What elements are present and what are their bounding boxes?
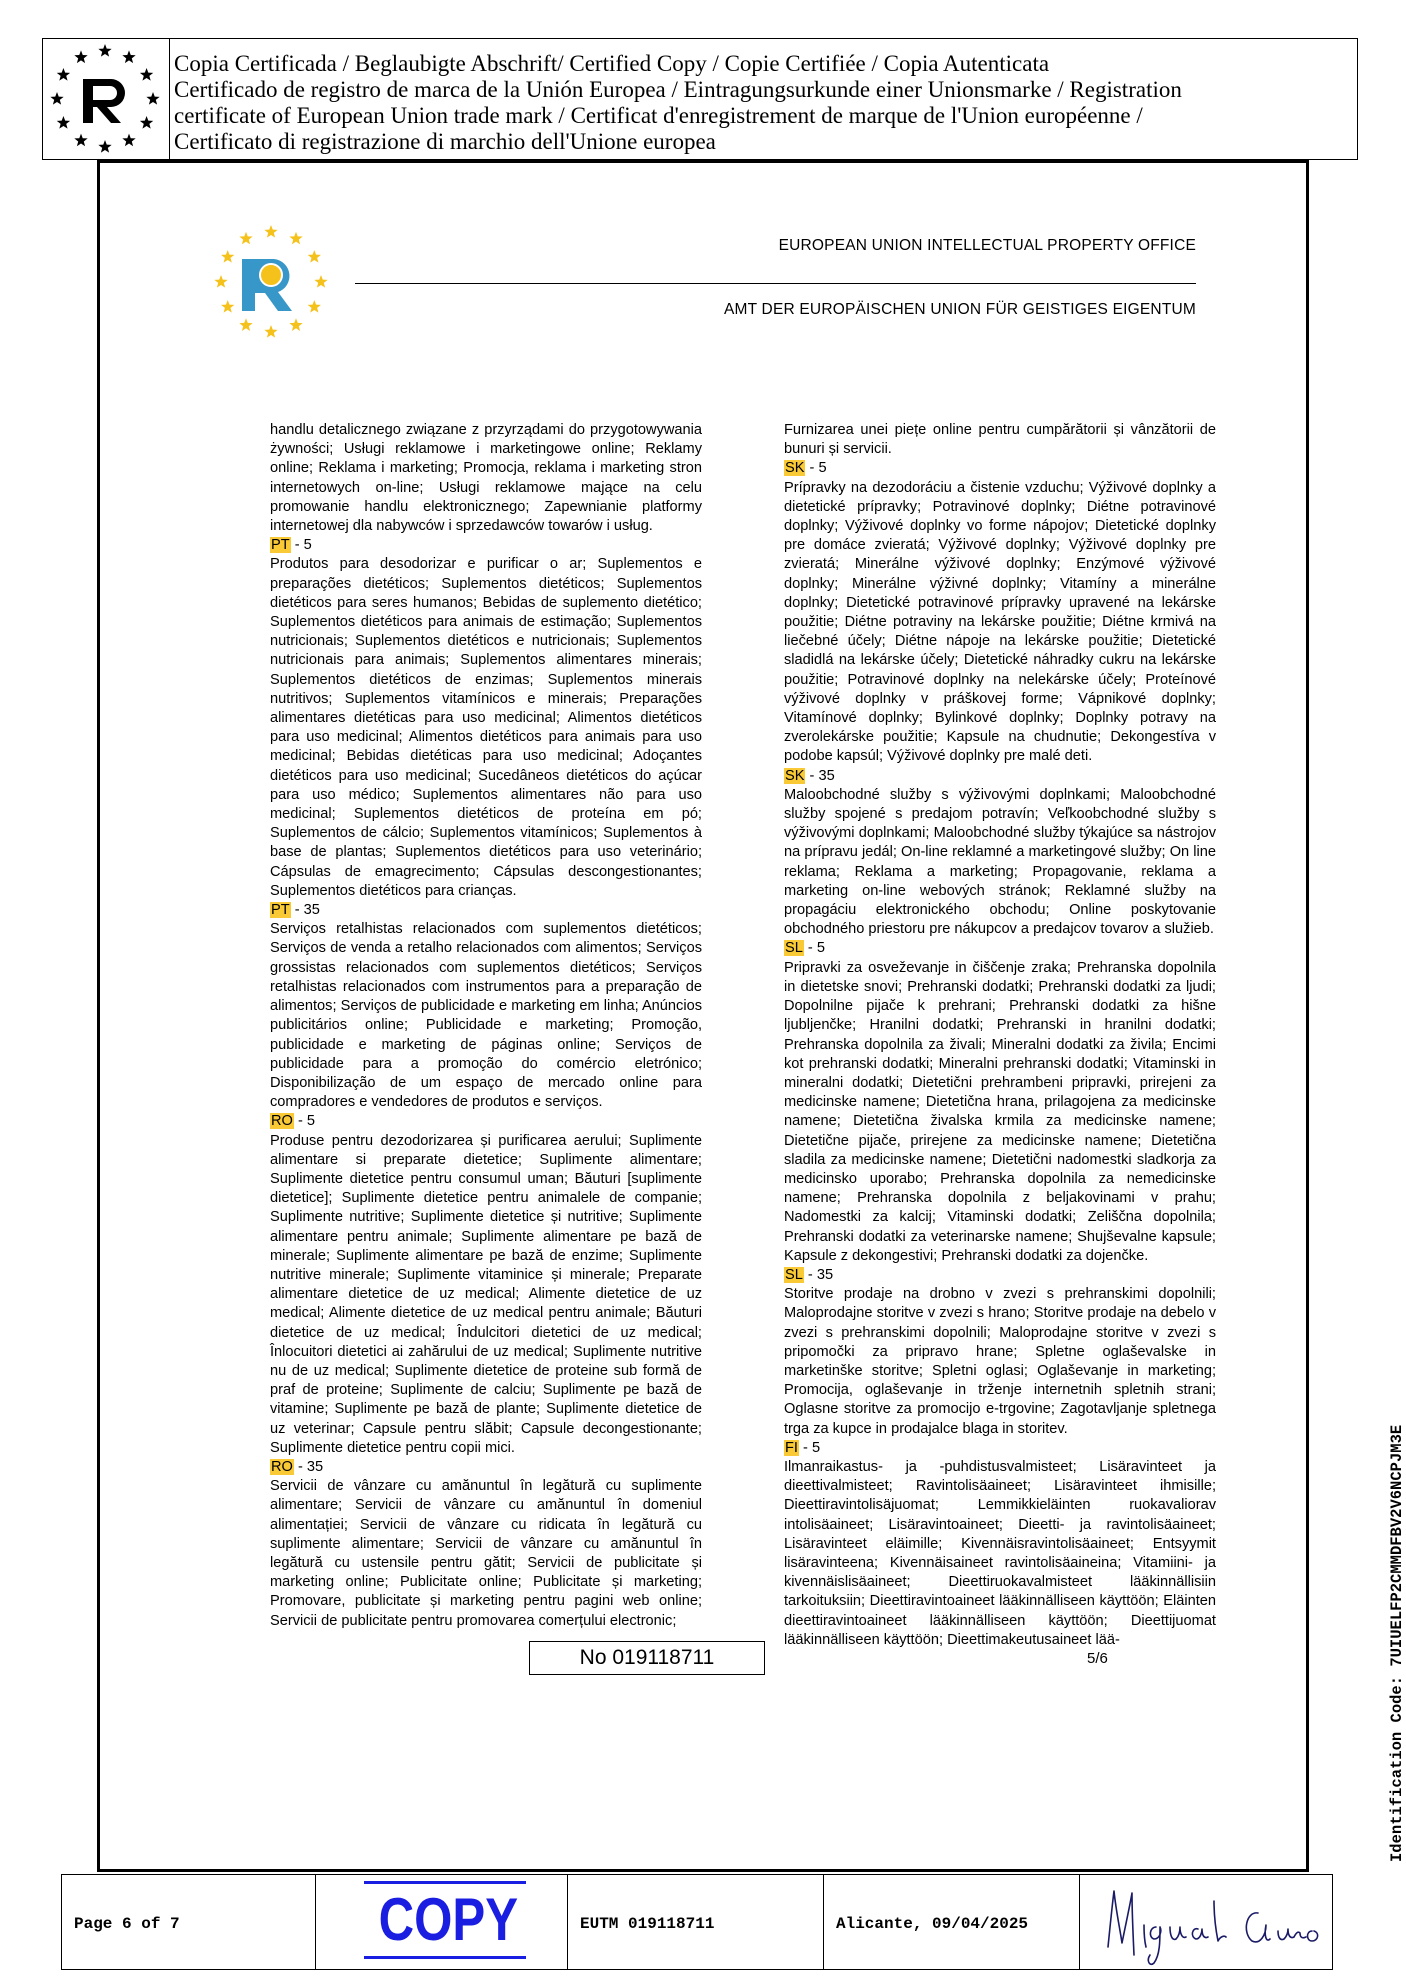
footer-page-number: Page 6 of 7 — [74, 1915, 180, 1933]
language-class-line: PT - 5 — [271, 537, 312, 554]
goods-block — [784, 1439, 1216, 1650]
certificate-page — [97, 160, 1309, 1872]
stamp-top-rule — [364, 1881, 526, 1884]
star-icon — [98, 140, 111, 153]
nice-class: 5 — [816, 940, 825, 957]
star-icon — [264, 225, 277, 238]
footer-date-cell — [824, 1875, 1080, 1969]
language-code: PT — [271, 537, 290, 554]
nice-class: 5 — [818, 460, 827, 477]
star-icon — [140, 116, 153, 129]
nice-class: 35 — [818, 767, 835, 784]
footer-page-cell — [62, 1875, 316, 1969]
language-code: RO — [271, 1458, 293, 1475]
footer-eutm-number: EUTM 019118711 — [580, 1915, 715, 1933]
star-icon — [308, 250, 321, 263]
language-class-line: RO - 35 — [271, 1458, 324, 1475]
footer-signature-cell — [1080, 1875, 1332, 1969]
footer-stamp-cell — [316, 1875, 568, 1969]
star-icon — [74, 134, 87, 147]
star-icon — [239, 318, 252, 331]
goods-text: handlu detalicznego związane z przyrządami do przygotowywania żywności; Usługi reklamowe i marketingowe online; Reklamy online; Reklama i marketing; Promocja, reklama i marketing stron internetowych on-line; Usługi reklamowe mające na celu promowanie handlu elektronicznego; Zapewnianie platformy internetowej dla nabywców i sprzedawców towarów i usług. — [270, 422, 702, 535]
certified-copy-title — [170, 39, 1182, 159]
language-class-line: SK - 5 — [785, 460, 827, 477]
star-icon — [50, 92, 63, 105]
goods-block — [270, 536, 702, 901]
star-icon — [314, 275, 327, 288]
goods-text: Furnizarea unei piețe online pentru cumpărătorii și vânzătorii de bunuri și servicii. — [784, 422, 1216, 458]
goods-block — [270, 901, 702, 1112]
office-name-de: AMT DER EUROPÄISCHEN UNION FÜR GEISTIGES EIGENTUM — [724, 301, 1196, 318]
r-letter-icon — [83, 79, 125, 123]
goods-block — [270, 1112, 702, 1458]
goods-text: Produtos para desodorizar e purificar o ar; Suplementos e preparações dietéticos; Suplementos dietéticos; Suplementos dietéticos para seres humanos; Bebidas de suplemento dietético; Suplementos dietéticos para animais de estimação; Suplementos nutricionais; Suplementos dietéticos e nutricionais; Suplementos nutricionais para animais; Suplementos alimentares minerais; Suplementos dietéticos de enzimas; Suplementos minerais nutritivos; Suplementos vitamínicos e minerais; Preparações alimentares dietéticas para uso medicinal; Alimentos dietéticos para uso medicinal; Alimentos dietéticos para animais para uso medicinal; Bebidas dietéticas para uso medicinal; Adoçantes dietéticos para uso medicinal; Sucedâneos dietéticos do açúcar para uso médico; Suplementos alimentares não para uso medicinal; Suplementos dietéticos de proteína em pó; Suplementos de cálcio; Suplementos vitamínicos; Suplementos à base de plantas; Suplementos dietéticos para uso veterinário; Cápsulas de emagrecimento; Cápsulas descongestionantes; Suplementos dietéticos para crianças. — [270, 556, 702, 899]
language-code: SL — [785, 940, 803, 957]
euipo-sun-icon — [260, 264, 282, 286]
header-line: Copia Certificada / Beglaubigte Abschrift/ Certified Copy / Copie Certifiée / Copia Autenticata — [174, 51, 1050, 76]
certified-copy-header — [42, 38, 1358, 160]
nice-class: 5 — [303, 537, 312, 554]
header-line: Certificato di registrazione di marchio dell'Unione europea — [174, 129, 716, 154]
euipo-logo — [212, 223, 330, 341]
goods-block — [784, 767, 1216, 940]
copy-stamp — [364, 1881, 526, 1959]
nice-class: 5 — [306, 1113, 315, 1130]
star-icon — [140, 68, 153, 81]
goods-text: Serviços retalhistas relacionados com suplementos dietéticos; Serviços de venda a retalho relacionados com alimentos; Serviços grossistas relacionados com suplementos dietéticos; Serviços retalhistas relacionados com instrumentos para a preparação de alimentos; Serviços de publicidade e marketing em linha; Anúncios publicitários online; Publicidade e marketing; Promoção, publicidade e marketing de páginas online; Serviços de publicidade para a promoção do comércio eletrónico; Disponibilização de um espaço de mercado online para compradores e vendedores de produtos e serviços. — [270, 921, 702, 1111]
language-class-line: SL - 5 — [785, 940, 825, 957]
star-icon — [57, 116, 70, 129]
header-line: certificate of European Union trade mark / Certificat d'enregistrement de marque de l'Union européenne / — [174, 103, 1143, 128]
star-icon — [122, 134, 135, 147]
language-class-line: SL - 35 — [785, 1266, 834, 1283]
nice-class: 35 — [303, 902, 320, 919]
star-icon — [122, 50, 135, 63]
left-column — [270, 421, 702, 1650]
goods-block — [784, 421, 1216, 459]
star-icon — [289, 232, 302, 245]
language-class-line: PT - 35 — [271, 902, 320, 919]
language-code: SK — [785, 460, 805, 477]
star-icon — [289, 318, 302, 331]
language-code: PT — [271, 902, 290, 919]
goods-text: Ilmanraikastus- ja -puhdistusvalmisteet; Lisäravinteet ja dieettivalmisteet; Ravintolisäaineet; Lisäravinteet ihmisille; Dieettiravintolisäjuomat; Lemmikkieläinten ruokavaliorav intolisäaineet; Lisäravintoaineet; Dieetti- ja ravintolisäaineet; Lisäravinteet eläimille; Kivennäisravintolisäaineet; Entsyymit lisäravinteena; Kivennäisaineet ravintolisäaineina; Vitamiini- ja kivennäislisäaineet; Dieettiruokavalmisteet lääkinnällisiin tarkoituksiin; Dieettiravintoaineet lääkinnälliseen käyttöön; Eläinten dieettiravintoaineet lääkinnälliseen käyttöön; Dieettijuomat lääkinnälliseen käyttöön; Dieettimakeutusaineet lää- — [784, 1458, 1216, 1648]
header-divider — [355, 283, 1196, 284]
language-code: RO — [271, 1113, 293, 1130]
language-class-line: RO - 5 — [271, 1113, 315, 1130]
goods-block — [784, 459, 1216, 766]
nice-class: 5 — [811, 1439, 821, 1456]
star-icon — [221, 250, 234, 263]
footer-place-date: Alicante, 09/04/2025 — [836, 1915, 1029, 1933]
handwritten-signature — [1086, 1877, 1336, 1969]
star-icon — [239, 232, 252, 245]
office-name-en: EUROPEAN UNION INTELLECTUAL PROPERTY OFFICE — [778, 237, 1196, 254]
goods-text: Prípravky na dezodoráciu a čistenie vzduchu; Výživové doplnky a dietetické prípravky; Potravinové doplnky; Diétne potravinové doplnky; Výživové doplnky vo forme nápojov; Dietetické doplnky pre domáce zvieratá; Výživové doplnky; Výživové doplnky pre zvieratá; Minerálne výživové doplnky; Enzýmové výživové doplnky; Minerálne výživné doplnky; Vitamíny a minerálne doplnky; Dietetické potravinové prípravky upravené na lekárske použitie; Diétne potraviny na lekárske použitie; Diétne krmivá na liečebné účely; Diétne nápoje na lekárske použitie; Dietetické sladidlá na lekárske účely; Dietetické náhradky cukru na lekárske použitie; Potravinové doplnky na nelekárske účely; Proteínové výživové doplnky v práškovej forme; Vápnikové doplnky; Vitamínové doplnky; Bylinkové doplnky; Doplnky potravy na zverolekárske použitie; Kapsule na chudnutie; Dekongestíva v podobe kapsúl; Výživové doplnky pre malé deti. — [784, 479, 1216, 765]
registration-number: No 019118711 — [529, 1641, 765, 1675]
star-icon — [74, 50, 87, 63]
footer-eutm-cell — [568, 1875, 824, 1969]
goods-text: Produse pentru dezodorizarea și purificarea aerului; Suplimente alimentare si preparate dietetice; Suplimente alimentare; Suplimente dietetice pentru consumul uman; Băuturi [suplimente dietetice]; Suplimente dietetice pentru animalele de companie; Suplimente nutritive; Suplimente dietetice și nutritive; Suplimente alimentare pentru animale; Suplimente alimentare pe bază de minerale; Suplimente alimentare pe bază de enzime; Suplimente nutritive minerale; Suplimente vitaminice și minerale; Preparate alimentare dietetice de uz medical; Alimente dietetice de uz medical; Alimente dietetice de uz medical pentru animale; Băuturi dietetice de uz medical; Îndulcitori dietetici de uz medical; Înlocuitori dietetici ai zahărului de uz medical; Suplimente nutritive nu de uz medical; Suplimente dietetice de proteine sub formă de praf de proteine; Suplimente de calciu; Suplimente pe bază de vitamine; Suplimente pe bază de plante; Suplimente dietetice de uz veterinar; Capsule pentru slăbit; Capsule decongestionante; Suplimente dietetice pentru copii mici. — [270, 1132, 702, 1456]
star-icon — [98, 44, 111, 57]
star-icon — [57, 68, 70, 81]
star-icon — [214, 275, 227, 288]
stamp-bottom-rule — [364, 1956, 526, 1959]
goods-text: Storitve prodaje na drobno v zvezi s prehranskimi dopolnili; Maloprodajne storitve v zvezi s hrano; Storitve prodaje na debelo v zvezi s prehranskimi dopolnili; Maloprodajne storitve v zvezi s pripomočki za pripravo hrane; Spletne oglaševalske in marketinške storitve; Spletni oglasi; Oglaševanje in marketing; Promocija, oglaševanje in trženje internetnih spletnih strani; Oglasne storitve za promocijo e-trgovine; Zagotavljanje spletnega trga za kupce in prodajalce blaga in storitev. — [784, 1286, 1216, 1437]
footer-table — [61, 1874, 1333, 1970]
language-code: SK — [785, 767, 805, 784]
language-class-line: FI - 5 — [785, 1439, 821, 1456]
goods-text: Servicii de vânzare cu amănuntul în legătură cu suplimente alimentare; Servicii de vânzare cu amănuntul în domeniul alimentației; Servicii de vânzare cu ridicata în legătură cu suplimente alimentare; Servicii de vânzare cu amănuntul în legătură cu ustensile pentru gătit; Servicii de publicitate și marketing online; Publicitate online; Publicitate și marketing; Promovare, publicitate și marketing pentru pagini web online; Servicii de publicitate pentru promovarea comerțului electronic; — [270, 1478, 702, 1629]
goods-text: Maloobchodné služby s výživovými doplnkami; Maloobchodné služby spojené s predajom potravín; Veľkoobchodné služby s výživovými doplnkami; Maloobchodné služby týkajúce sa nástrojov na prípravu jedál; On-line reklamné a marketingové služby; On line reklama; Reklama a marketing; Propagovanie, reklama a marketing on-line webových stránok; Reklamné služby na propagáciu elektronického obchodu; Online poskytovanie obchodného priestoru pre nákupcov a predajcov tovarov a služieb. — [784, 786, 1216, 938]
eu-trademark-r-logo — [43, 39, 167, 157]
nice-class: 35 — [306, 1458, 324, 1475]
identification-code: Identification Code: 7UIUELFP2CMMDFBV2V6NCPJM3E — [1388, 1424, 1406, 1862]
language-class-line: SK - 35 — [785, 767, 835, 784]
goods-block — [270, 1458, 702, 1631]
nice-class: 35 — [816, 1266, 834, 1283]
language-code: SL — [785, 1266, 803, 1283]
star-icon — [308, 300, 321, 313]
header-line: Certificado de registro de marca de la Unión Europea / Eintragungsurkunde einer Unionsmarke / Registration — [174, 77, 1182, 102]
page-fraction: 5/6 — [1087, 1650, 1108, 1667]
star-icon — [221, 300, 234, 313]
right-column — [784, 421, 1216, 1650]
goods-block — [784, 939, 1216, 1265]
goods-block — [270, 421, 702, 536]
copy-stamp-text: COPY — [378, 1886, 519, 1953]
goods-services-columns — [270, 421, 1216, 1650]
goods-block — [784, 1266, 1216, 1439]
star-icon — [264, 325, 277, 338]
goods-text: Pripravki za osveževanje in čiščenje zraka; Prehranska dopolnila in dietetske snovi; Prehranski dodatki; Prehranski dodatki za ljudi; Dopolnilne pijače k prehrani; Prehranski dodatki za hišne ljubljenčke; Hranilni dodatki; Prehranski in hranilni dodatki; Prehranska dopolnila za živali; Mineralni dodatki za živila; Encimi kot prehranski dodatki; Mineralni prehranski dodatki; Vitaminski in mineralni dodatki; Dietetični prehrambeni pripravki, prirejeni za medicinske namene; Dietetična hrana, prilagojena za medicinske namene; Dietetična živalska krmila za medicinske namene; Dietetične pijače, prirejene za medicinske namene; Dietetična sladila za medicinske namene; Dietetični nadomestki sladkorja za medicinsko uporabo; Prehranska dopolnila za nemedicinske namene; Prehranska dopolnila z beljakovinami v prahu; Nadomestki za kalcij; Vitaminski dodatki; Zeliščna dopolnila; Prehranski dodatki za veterinarske namene; Shujševalne kapsule; Kapsule z dekongestivi; Prehranski dodatki za dojenčke. — [784, 959, 1216, 1264]
language-code: FI — [785, 1439, 798, 1456]
star-icon — [146, 92, 159, 105]
header-logo-cell — [43, 39, 170, 159]
